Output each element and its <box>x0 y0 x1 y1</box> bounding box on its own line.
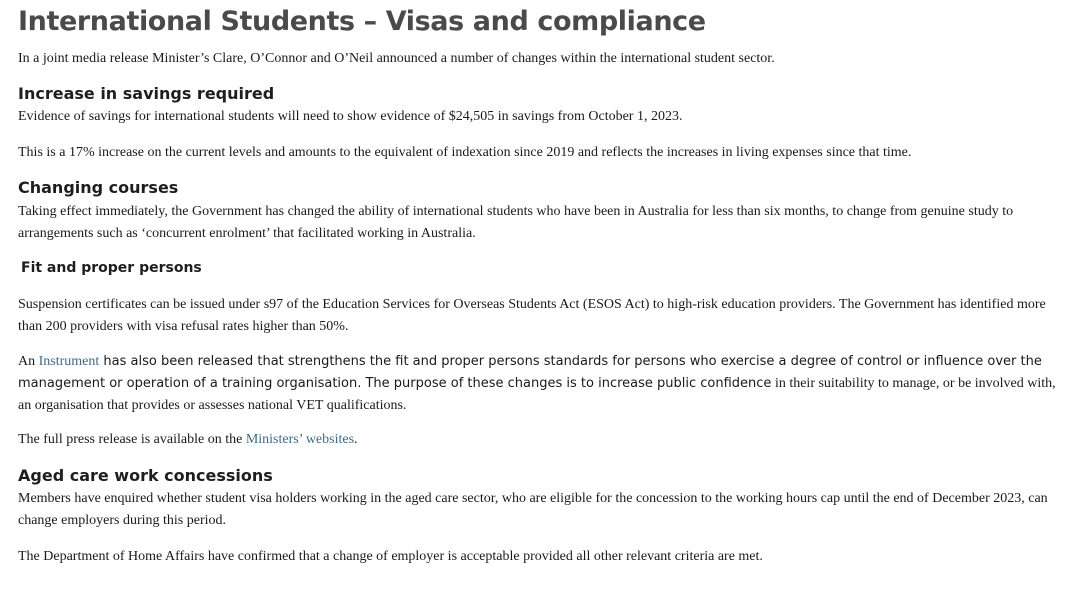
fit-paragraph-1: Suspension certificates can be issued under s97 of the Education Services for Overseas Students Act (ESOS Act) to high-risk education providers. The Government has identified more than 200 providers with visa refusal rates higher than 50%. <box>18 297 1046 334</box>
intro-paragraph: In a joint media release Minister’s Clare, O’Connor and O’Neil announced a number of changes within the international student sector. <box>18 51 775 66</box>
press-release-paragraph <box>18 429 358 451</box>
heading-fit-proper: Fit and proper persons <box>21 260 202 276</box>
press-prefix: The full press release is available on the <box>18 432 246 447</box>
fit-p2-rest: in their suitability to manage, or be involved with, an organisation that provides or assesses national VET qualifications. <box>18 376 1056 413</box>
heading-aged-care: Aged care work concessions <box>18 466 273 485</box>
page-title: International Students – Visas and compliance <box>18 6 706 37</box>
savings-paragraph-2: This is a 17% increase on the current levels and amounts to the equivalent of indexation since 2019 and reflects the increases in living expenses since that time. <box>18 145 912 160</box>
heading-courses: Changing courses <box>18 178 179 197</box>
fit-p2-prefix: An <box>18 354 39 369</box>
heading-savings: Increase in savings required <box>18 84 275 103</box>
ministers-websites-link[interactable]: Ministers’ websites <box>245 432 355 447</box>
instrument-link[interactable]: Instrument <box>38 354 100 369</box>
fit-p2-sans-text: has also been released that strengthens the fit and proper persons standards for persons who exercise a degree of control or influence over the management or operation of a training organisation. The purpose of these changes is to increase public confidence <box>18 354 1042 391</box>
savings-paragraph-1: Evidence of savings for international students will need to show evidence of $24,505 in savings from October 1, 2023. <box>18 109 683 124</box>
fit-paragraph-2 <box>18 351 1066 417</box>
aged-paragraph-1: Members have enquired whether student visa holders working in the aged care sector, who are eligible for the concession to the working hours cap until the end of December 2023, can change employers during this period. <box>18 491 1048 528</box>
courses-paragraph-1: Taking effect immediately, the Government has changed the ability of international students who have been in Australia for less than six months, to change from genuine study to arrangements such as ‘concurrent enrolment’ that facilitated working in Australia. <box>18 204 1014 241</box>
aged-paragraph-2: The Department of Home Affairs have confirmed that a change of employer is acceptable provided all other relevant criteria are met. <box>18 549 763 564</box>
press-suffix: . <box>354 432 358 447</box>
